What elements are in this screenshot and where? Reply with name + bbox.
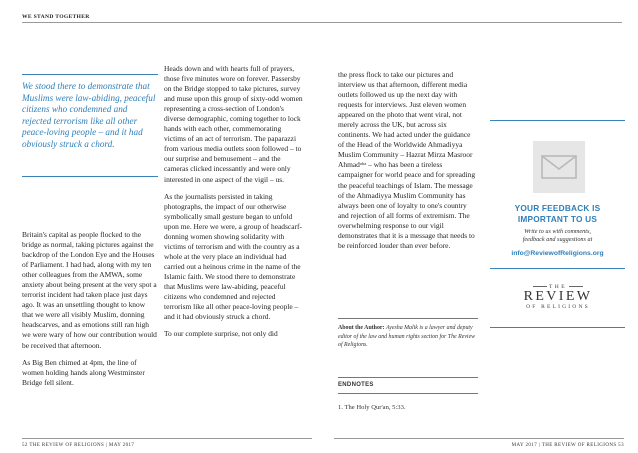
pullquote: We stood there to demonstrate that Muslims were law-abiding, peaceful citizens who condemned and rejected terrorism like all other peace-loving people – and it had obviously struck a chord. <box>22 81 156 149</box>
endnotes-title: ENDNOTES <box>338 382 374 388</box>
endnotes-top-rule <box>338 377 478 378</box>
header-divider <box>22 22 622 23</box>
feedback-title: YOUR FEEDBACK IS IMPORTANT TO US <box>514 203 601 224</box>
section-label: WE STAND TOGETHER <box>22 14 90 20</box>
paragraph: To our complete surprise, not only did <box>164 329 278 339</box>
body-column-3 <box>338 70 478 258</box>
footer-right-rule <box>334 438 624 439</box>
feedback-subtitle: Write to us with comments, feedback and suggestions at <box>522 228 593 244</box>
feedback-email-link[interactable]: info@ReviewofReligions.org <box>511 250 604 257</box>
paragraph: Heads down and with hearts full of prayers, those five minutes wore on forever. Passersby on the Bridge stopped to take pictures, survey and muse upon this group of sixty-odd women representing a cross-section of London's diverse demographic, coming together to lock hands with each other, commemorating victims of an act of terrorism. The paparazzi from various media outlets soon followed – to our surprise and bemusement – and the cameras clicked incessantly and were only interested in one aspect of the vigil – us. <box>164 64 303 184</box>
about-author-label: About the Author: <box>338 325 385 331</box>
footer-left-rule <box>22 438 312 439</box>
sidebar-bottom-rule <box>490 327 625 328</box>
pullquote-top-rule <box>22 74 158 75</box>
paragraph: As the journalists persisted in taking photographs, the impact of our otherwise symbolically small gesture began to unfold upon me. Here we were, a group of headscarf-donning women showing solidarity with victims of terrorism and with the country as a whole at the very place an individual had carried out a heinous crime in the name of the Islamic faith. We stood there to demonstrate that Muslims were law-abiding, peaceful citizens who condemned and rejected terrorism like all other peace-loving people – and it had obviously struck a chord. <box>164 191 302 322</box>
paragraph: As Big Ben chimed at 4pm, the line of women holding hands along Westminster Bridge fell silent. <box>22 357 145 387</box>
about-author <box>338 324 478 350</box>
about-divider <box>338 318 478 319</box>
sidebar-middle-rule <box>490 268 625 269</box>
body-column-2 <box>164 64 304 346</box>
envelope-icon <box>533 141 585 193</box>
paragraph: Britain's capital as people flocked to the bridge as normal, taking pictures against the backdrop of the London Eye and the Houses of Parliament. I had had, along with my ten other colleagues from the AMWA, some anxiety about being present at the very spot a terrorist incident had taken place just days ago. It was an unsettling thought to know that we were all visibly Muslim, donning headscarves, and as emotions still ran high we were wary of how our contribution would be received that afternoon. <box>22 230 157 350</box>
footer-right: MAY 2017 | THE REVIEW OF RELIGIONS 53 <box>511 443 624 448</box>
footer-left: 52 THE REVIEW OF RELIGIONS | MAY 2017 <box>22 443 135 448</box>
pullquote-bottom-rule <box>22 176 158 177</box>
endnote-item: 1. The Holy Qur'an, 5:33. <box>338 404 406 411</box>
sidebar-top-rule <box>490 120 625 121</box>
paragraph: the press flock to take our pictures and interview us that afternoon, different media outlets followed us up the next day with requests for interviews. Just eleven women appeared on the photo that went viral, not merely across the UK, but across six continents. We had acted under the guidance of the Head of the Worldwide Ahmadiyya Muslim Community – Hazrat Mirza Masroor Ahmadᵃᵇᵃ – who has been a tireless campaigner for world peace and for spreading the peaceful teachings of Islam. The message of the Ahmadiyya Muslim Community has always been one of loyalty to one's country and rejection of all forms of extremism. The overwhelming response to our vigil demonstrates that it is a message that needs to be reinforced louder than ever before. <box>338 70 476 250</box>
body-column-1 <box>22 230 158 395</box>
endnotes-bottom-rule <box>338 393 478 394</box>
review-of-religions-logo: THE REVIEW OF RELIGIONS <box>523 284 593 310</box>
about-author-text: Ayesha Malik is a lawyer and deputy editor of the law and human rights section for The Review of Religions. <box>338 325 476 349</box>
